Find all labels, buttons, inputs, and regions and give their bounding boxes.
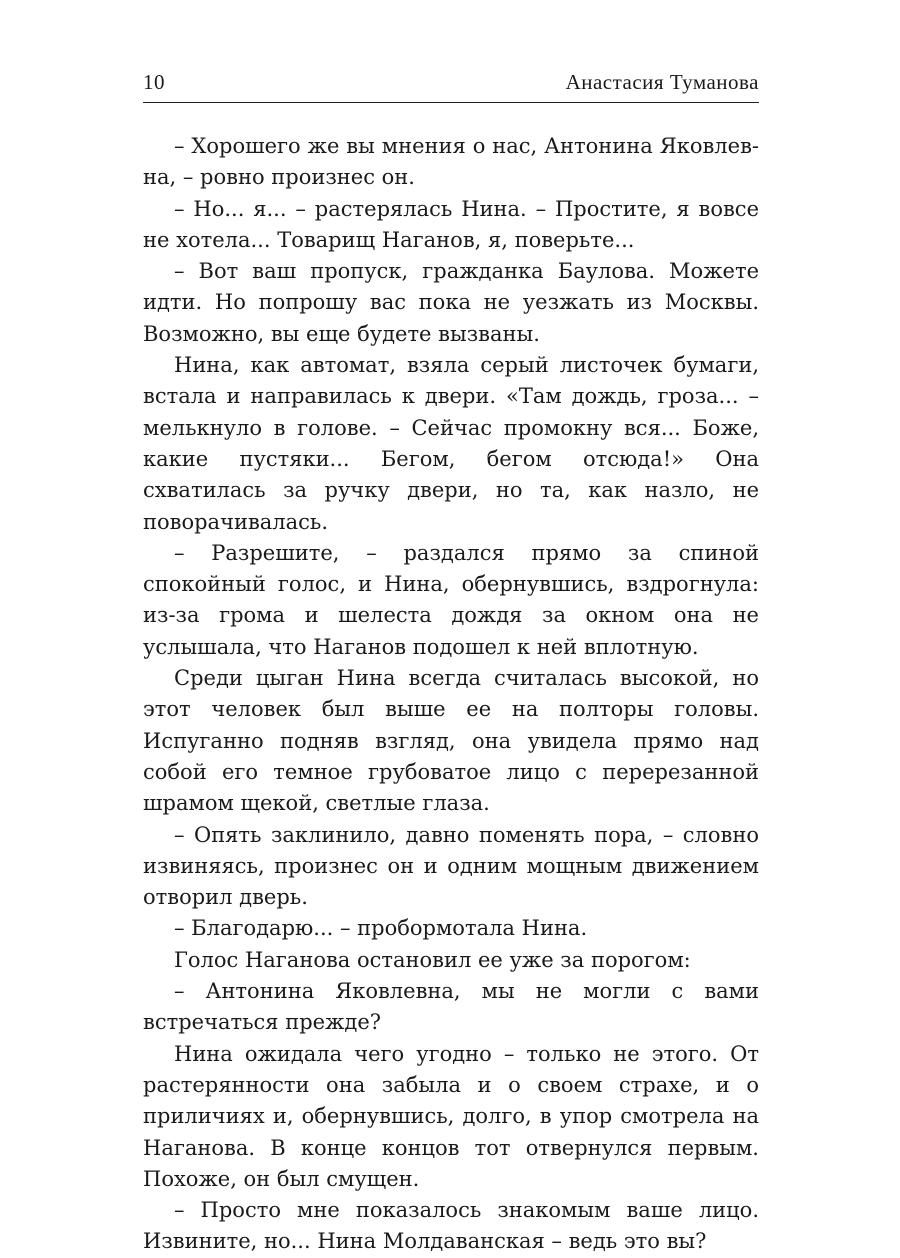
body-text <box>143 131 759 1258</box>
paragraph: Нина ожидала чего угодно – только не этого. От растерянности она забыла и о своем страхе, и о приличиях и, обернувшись, долго, в упор смотрела на Наганова. В конце концов тот отвернулся первым. Похоже, он был смущен. <box>143 1041 759 1191</box>
header-rule <box>143 102 759 103</box>
paragraph: – Благодарю... – пробормотала Нина. <box>174 916 588 941</box>
paragraph: – Опять заклинило, давно поменять пора, – словно извиняясь, произнес он и одним мощным движением отворил дверь. <box>143 822 759 910</box>
running-head <box>143 66 759 100</box>
paragraph: Среди цыган Нина всегда считалась высокой, но этот человек был выше ее на полторы головы. Испуганно подняв взгляд, она увидела прямо над собой его темное грубоватое лицо с перерезанной шрамом щекой, светлые глаза. <box>143 666 759 816</box>
paragraph: – Но... я... – растерялась Нина. – Простите, я вовсе не хотела... Товарищ Наганов, я, поверьте... <box>143 196 759 252</box>
paragraph: Нина, как автомат, взяла серый листочек бумаги, встала и направилась к двери. «Там дождь, гроза... – мелькнуло в голове. – Сейчас промокну вся... Боже, какие пустяки... Бегом, бегом отсюда!» Она схватилась за ручку двери, но та, как назло, не поворачивалась. <box>143 353 759 534</box>
running-head-author: Анастасия Туманова <box>565 70 759 94</box>
book-page <box>143 66 759 1258</box>
paragraph: – Антонина Яковлевна, мы не могли с вами встречаться прежде? <box>143 979 759 1035</box>
paragraph: Голос Наганова остановил ее уже за порогом: <box>174 947 691 972</box>
paragraph: – Просто мне показалось знакомым ваше лицо. Извините, но... Нина Молдаванская – ведь это вы? <box>143 1198 759 1254</box>
paragraph: – Вот ваш пропуск, гражданка Баулова. Можете идти. Но попрошу вас пока не уезжать из Москвы. Возможно, вы еще будете вызваны. <box>143 259 759 346</box>
page-number: 10 <box>143 70 165 94</box>
paragraph: – Разрешите, – раздался прямо за спиной спокойный голос, и Нина, обернувшись, вздрогнула: из-за грома и шелеста дождя за окном она не услышала, что Наганов подошел к ней вплотную. <box>143 540 759 659</box>
paragraph: – Хорошего же вы мнения о нас, Антонина Яковлевна, – ровно произнес он. <box>143 134 759 190</box>
